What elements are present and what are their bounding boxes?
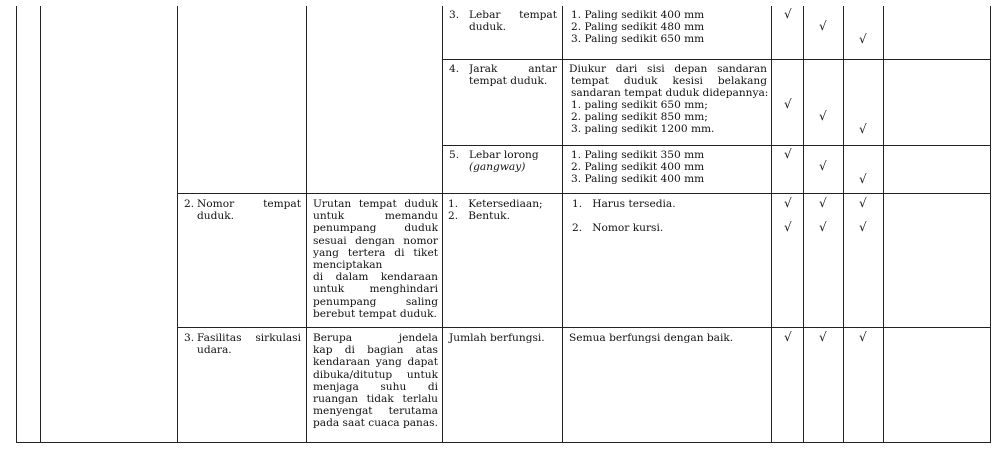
item-name: Jarak antar tempat duduk. — [469, 63, 557, 88]
criteria-item: 2. Nomor kursi. — [572, 222, 664, 234]
row-divider — [442, 59, 991, 60]
check-mark: √ — [784, 220, 792, 234]
item-number: 4. — [449, 63, 460, 75]
check-mark: √ — [819, 330, 827, 344]
check-mark: √ — [819, 220, 827, 234]
check-mark: √ — [784, 147, 792, 161]
check-mark: √ — [859, 330, 867, 344]
criteria-item: 1. Harus tersedia. — [572, 198, 676, 210]
item-number: 3. — [184, 332, 195, 344]
check-mark: √ — [784, 196, 792, 210]
item-type: Nomor tempat duduk. — [197, 198, 301, 223]
table-left-border — [16, 6, 17, 443]
criteria-item: Semua berfungsi dengan baik. — [569, 332, 734, 344]
column-divider — [883, 6, 884, 443]
table-bottom-border — [16, 442, 991, 443]
check-mark: √ — [784, 97, 792, 111]
row-divider — [442, 145, 991, 146]
item-number: 3. — [449, 9, 460, 21]
item-description: Berupa jendela kap di bagian atas kendaraan yang dapat dibuka/ditutup untuk menjaga suhu di ruangan tidak terlalu menyengat terutama pada saat cuaca panas. — [313, 332, 438, 430]
column-divider — [442, 6, 443, 443]
item-number: 2. — [184, 198, 195, 210]
criteria-intro: Diukur dari sisi depan sandaran tempat duduk kesisi belakang sandaran tempat duduk didepannya: — [569, 63, 769, 100]
check-mark: √ — [859, 220, 867, 234]
row-divider — [177, 327, 991, 328]
column-divider — [843, 6, 844, 443]
check-mark: √ — [859, 32, 867, 46]
check-mark: √ — [819, 109, 827, 123]
column-divider — [803, 6, 804, 443]
check-mark: √ — [859, 122, 867, 136]
table-right-border — [990, 6, 991, 443]
item-name: Lebar tempat duduk. — [469, 9, 557, 34]
check-mark: √ — [819, 159, 827, 173]
item-type: Fasilitas sirkulasi udara. — [197, 332, 301, 357]
row-divider — [177, 193, 991, 194]
check-mark: √ — [859, 172, 867, 186]
column-divider — [306, 6, 307, 443]
criteria-list: 1. Paling sedikit 400 mm 2. Paling sedikit 480 mm 3. Paling sedikit 650 mm — [571, 9, 705, 46]
column-divider — [40, 6, 41, 443]
item-description: Urutan tempat duduk untuk memandu penumpang duduk sesuai dengan nomor yang tertera di tiket menciptakan di dalam kendaraan untuk menghindari penumpang saling berebut tempat duduk. — [313, 198, 438, 320]
column-divider — [562, 6, 563, 443]
check-mark: √ — [859, 196, 867, 210]
indicator-list: 1. Ketersediaan; 2. Bentuk. — [448, 198, 543, 223]
check-mark: √ — [784, 330, 792, 344]
check-mark: √ — [784, 7, 792, 21]
column-divider — [177, 6, 178, 443]
indicator: Jumlah berfungsi. — [449, 332, 545, 344]
column-divider — [771, 6, 772, 443]
criteria-list: 1. Paling sedikit 350 mm 2. Paling sedikit 400 mm 3. Paling sedikit 400 mm — [571, 149, 705, 186]
item-name: Lebar lorong (gangway) — [469, 149, 539, 174]
check-mark: √ — [819, 196, 827, 210]
check-mark: √ — [819, 19, 827, 33]
item-number: 5. — [449, 149, 460, 161]
criteria-list: 1. paling sedikit 650 mm; 2. paling sedikit 850 mm; 3. paling sedikit 1200 mm. — [571, 99, 715, 136]
